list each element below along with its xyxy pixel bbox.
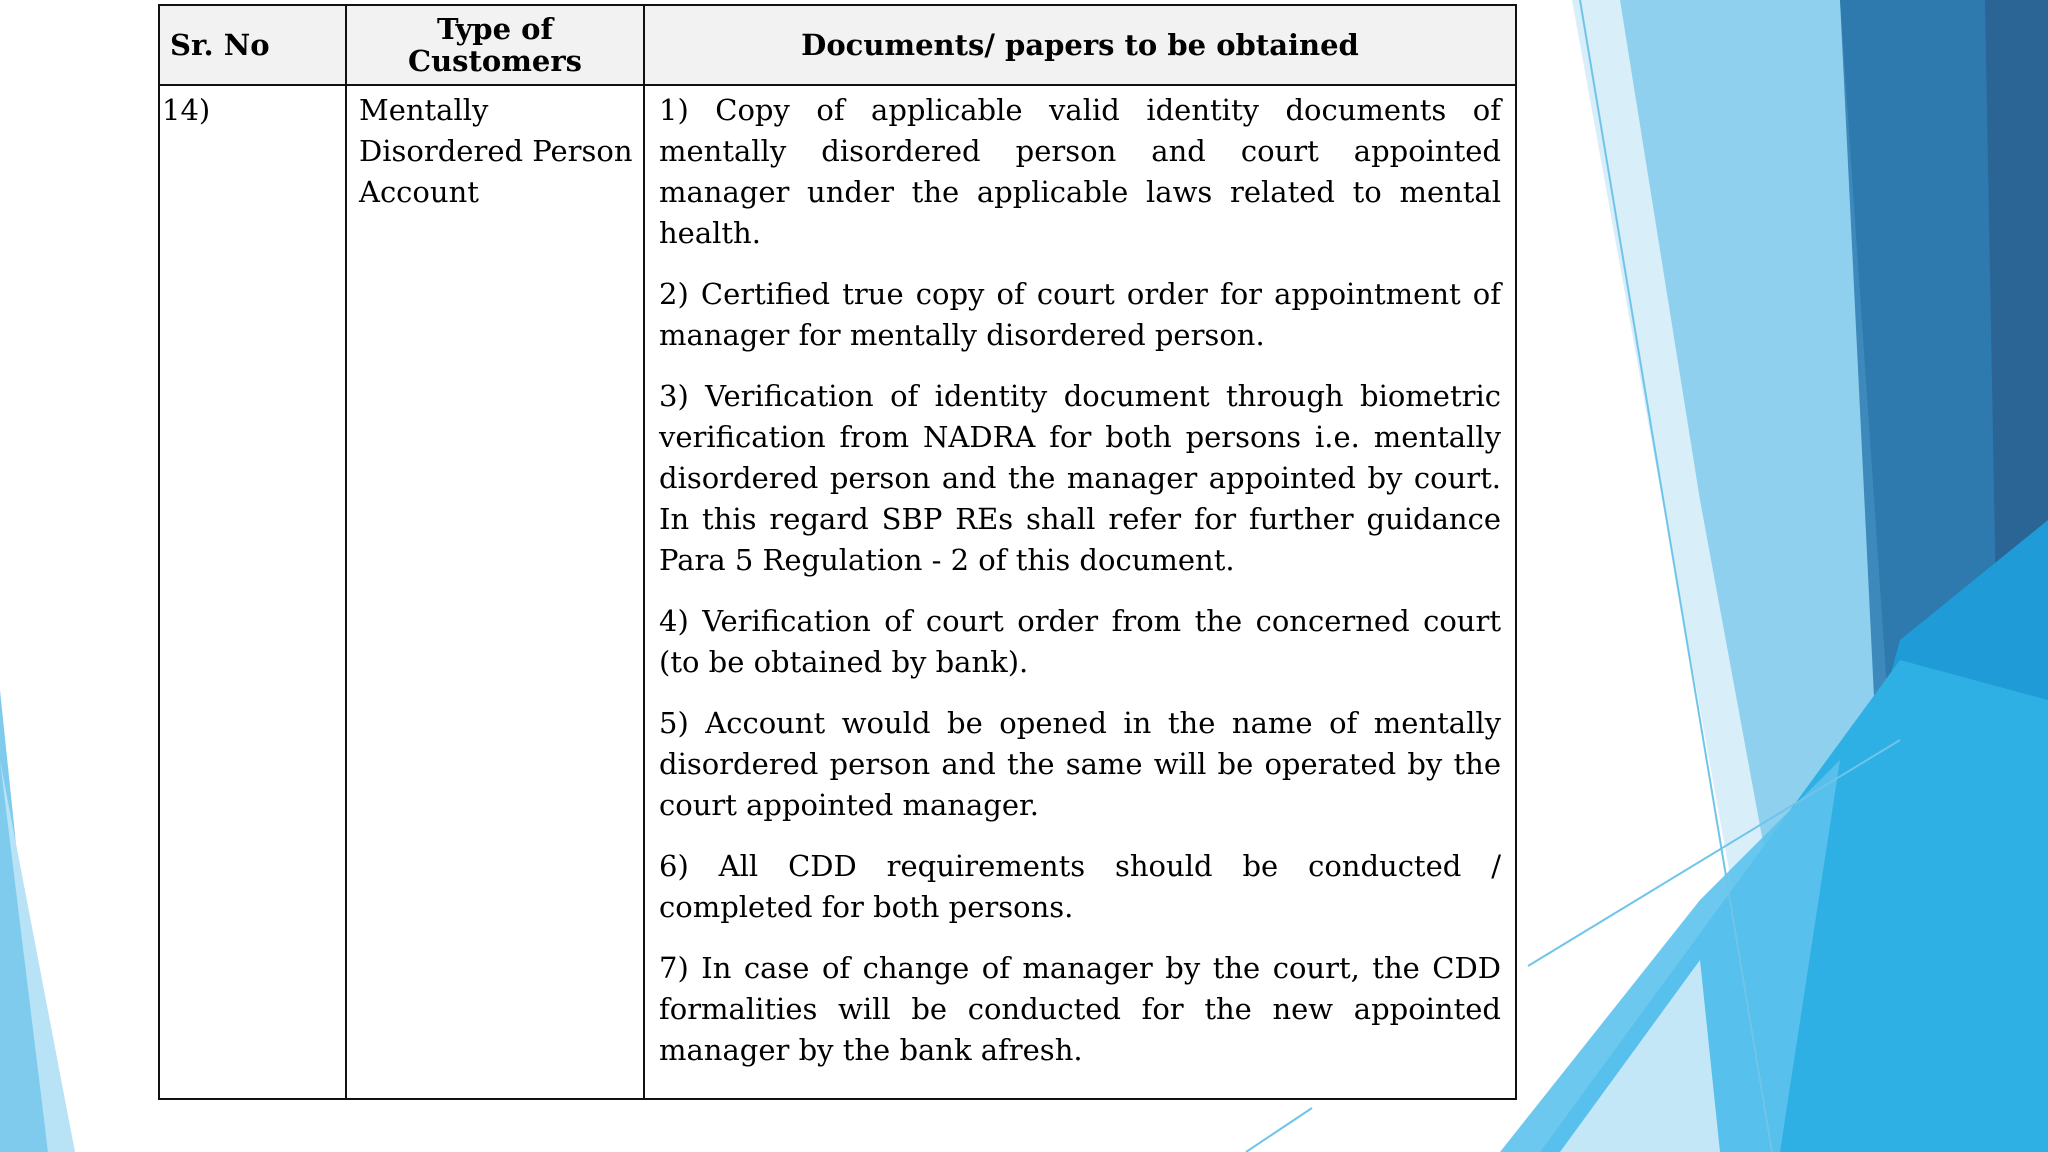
- cell-sr-no: 14): [159, 85, 346, 1099]
- requirement-item: 7) In case of change of manager by the court, the CDD formalities will be conducted for the new appointed manager by the bank afresh.: [659, 951, 1501, 1067]
- requirement-item: 3) Verification of identity document through biometric verification from NADRA for both persons i.e. mentally disordered person and the manager appointed by court. In this regard SBP REs shall refer for further guidance Para 5 Regulation - 2 of this document.: [659, 379, 1501, 577]
- requirement-item: 6) All CDD requirements should be conducted / completed for both persons.: [659, 849, 1501, 924]
- cell-documents: [644, 85, 1516, 1099]
- requirement-item: 2) Certified true copy of court order for appointment of manager for mentally disordered person.: [659, 277, 1501, 352]
- cell-customer-type: Mentally Disordered Person Account: [346, 85, 644, 1099]
- requirement-item: 1) Copy of applicable valid identity documents of mentally disordered person and court appointed manager under the applicable laws related to mental health.: [659, 93, 1501, 250]
- header-customer-type: Type of Customers: [346, 5, 644, 85]
- kyc-requirements-table: [158, 4, 1517, 1100]
- requirement-item: 4) Verification of court order from the concerned court (to be obtained by bank).: [659, 604, 1501, 679]
- accent-line-bottom: [1246, 1108, 1312, 1152]
- header-documents: Documents/ papers to be obtained: [644, 5, 1516, 85]
- table-row: [159, 85, 1516, 1099]
- requirement-item: 5) Account would be opened in the name of mentally disordered person and the same will be operated by the court appointed manager.: [659, 706, 1501, 822]
- table-header-row: [159, 5, 1516, 85]
- header-sr-no: Sr. No: [159, 5, 346, 85]
